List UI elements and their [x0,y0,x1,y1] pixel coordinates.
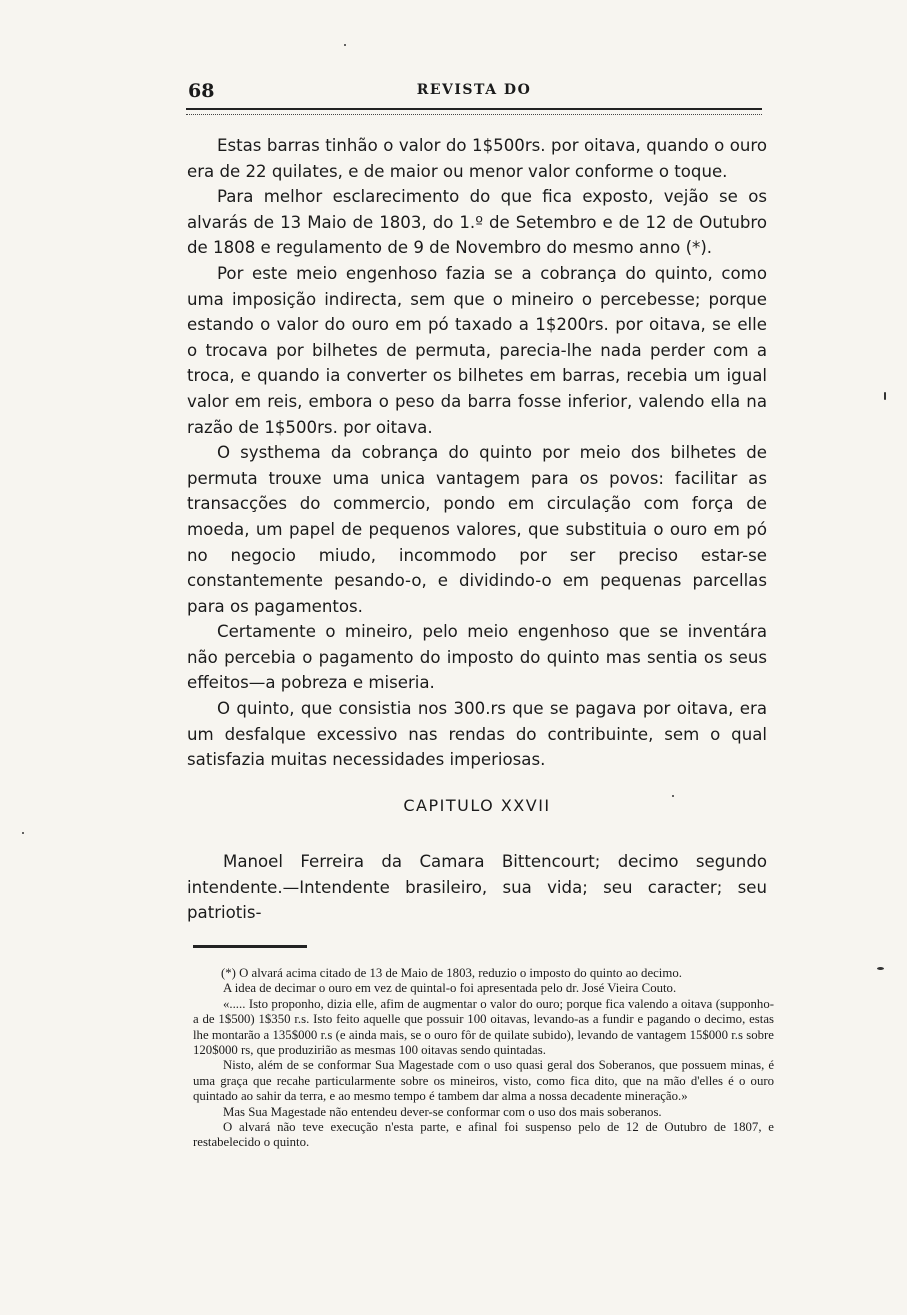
running-title: REVISTA DO [416,82,532,98]
paragraph: Para melhor esclarecimento do que fica exposto, vejão se os alvarás de 13 Maio de 1803, do 1.º de Setembro e de 12 de Outubro de 1808 e regulamento de 9 de Novembro do mesmo anno (*). [187,187,767,258]
footnote: Nisto, além de se conformar Sua Magestade com o uso quasi geral dos Soberanos, que possuem minas, é uma graça que recahe particularmente sobre os mineiros, visto, como fica dito, que na mão d'elles é o ouro quintado ao sahir da terra, e ao mesmo tempo é tambem dar alma a nossa decadente mineração.» [193,1058,774,1104]
footnote: A idea de decimar o ouro em vez de quintal-o foi apresentada pelo dr. José Vieira Couto. [223,981,677,996]
chapter-summary [187,849,767,926]
print-speck [22,832,24,834]
print-speck [672,795,674,797]
paragraph: Certamente o mineiro, pelo meio engenhoso que se inventára não percebia o pagamento do imposto do quinto mas sentia os seus effeitos—a pobreza e miseria. [187,622,767,693]
chapter-heading: CAPITULO XXVII [403,796,551,815]
footnote-rule [193,945,307,948]
print-speck [877,967,884,970]
header-rule [186,108,762,115]
summary-text: Manoel Ferreira da Camara Bittencourt; decimo segundo intendente.—Intendente brasileiro, sua vida; seu caracter; seu patriotis- [187,852,767,923]
footnote: Mas Sua Magestade não entendeu dever-se conformar com o uso dos mais soberanos. [223,1104,662,1119]
footnote: «..... Isto proponho, dizia elle, afim de augmentar o valor do ouro; porque fica valendo a oitava (supponho-a de 1$500) 1$350 r.s. Isto feito aquelle que possuir 100 oitavas, levando-as a fundir e pagando o decimo, estas lhe montarão a 135$000 r.s (e ainda mais, se o ouro fôr de quilate subido), levando de vantagem 15$000 r.s sobre 120$000 rs, que produzirião as mesmas 100 oitavas sendo quintadas. [193,996,774,1058]
footnote: (*) O alvará acima citado de 13 de Maio de 1803, reduzio o imposto do quinto ao decimo. [221,966,682,980]
main-text [187,133,767,773]
footnote: O alvará não teve execução n'esta parte, e afinal foi suspenso pelo de 12 de Outubro de 1807, e restabelecido o quinto. [193,1120,774,1150]
print-speck [344,44,346,46]
paragraph: Por este meio engenhoso fazia se a cobrança do quinto, como uma imposição indirecta, sem que o mineiro o percebesse; porque estando o valor do ouro em pó taxado a 1$200rs. por oitava, se elle o trocava por bilhetes de permuta, parecia-lhe nada perder com a troca, e quando ia converter os bilhetes em barras, recebia um igual valor em reis, embora o peso da barra fosse inferior, valendo ella na razão de 1$500rs. por oitava. [187,263,767,437]
print-speck [884,392,886,400]
paragraph: O systhema da cobrança do quinto por meio dos bilhetes de permuta trouxe uma unica vantagem para os povos: facilitar as transacções do commercio, pondo em circulação com força de moeda, um papel de pequenos valores, que substituia o ouro em pó no negocio miudo, incommodo por ser preciso estar-se constantemente pesando-o, e dividindo-o em pequenas parcellas para os pagamentos. [187,443,767,616]
footnotes [193,966,774,1151]
page-header [188,80,760,106]
paragraph: O quinto, que consistia nos 300.rs que se pagava por oitava, era um desfalque excessivo nas rendas do contribuinte, sem o qual satisfazia muitas necessidades imperiosas. [187,699,767,770]
paragraph: Estas barras tinhão o valor do 1$500rs. por oitava, quando o ouro era de 22 quilates, e de maior ou menor valor conforme o toque. [187,136,767,181]
page-number: 68 [188,80,215,102]
